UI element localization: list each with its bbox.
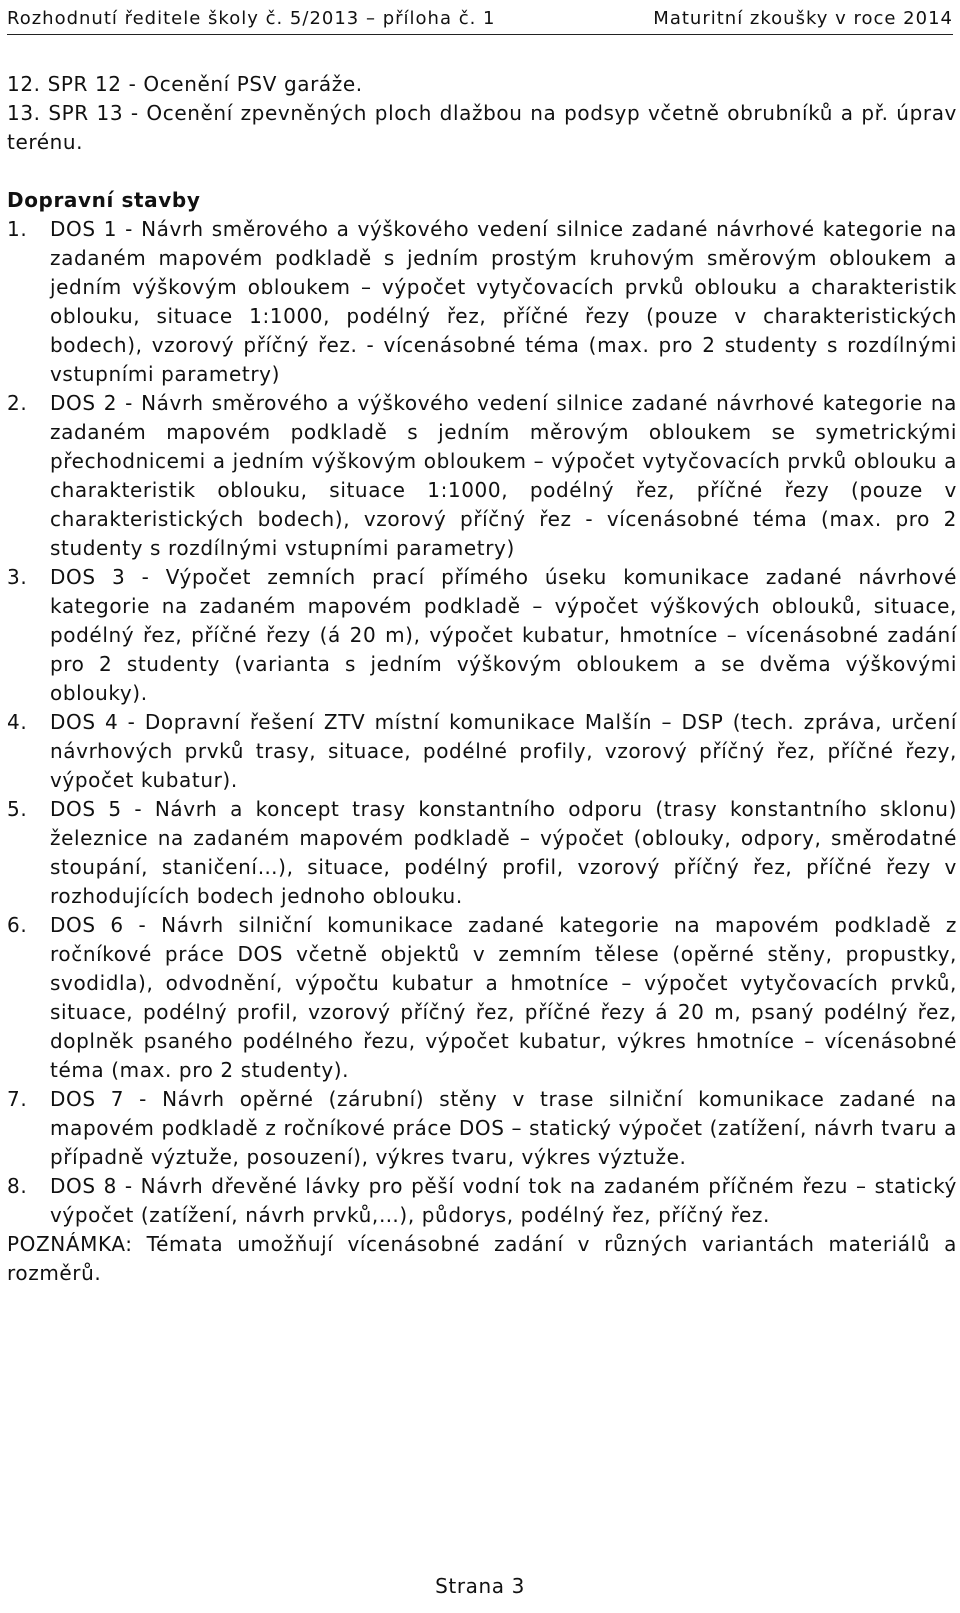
item-text: DOS 4 - Dopravní řešení ZTV místní komunikace Malšín – DSP (tech. zpráva, určení návrhových prvků trasy, situace, podélné profily, vzorový příčný řez, příčné řezy, výpočet kubatur). — [50, 710, 957, 792]
item-number: 1. — [7, 217, 28, 241]
item-text: DOS 8 - Návrh dřevěné lávky pro pěší vodní tok na zadaném příčném řezu – statický výpočet (zatížení, návrh prvků,…), půdorys, podélný řez, příčný řez. — [50, 1174, 957, 1227]
page-header — [7, 4, 953, 35]
item-text: DOS 6 - Návrh silniční komunikace zadané kategorie na mapovém podkladě z ročníkové práce DOS včetně objektů v zemním tělese (opěrné stěny, propustky, svodidla), odvodnění, výpočtu kubatur a hmotníce – výpočet vytyčovacích prvků, situace, podélný profil, vzorový příčný řez, příčné řezy á 20 m, psaný podélný řez, doplněk psaného podélného řezu, výpočet kubatur, výkres hmotníce – vícenásobné téma (max. pro 2 studenty). — [50, 913, 957, 1082]
list-item — [7, 563, 957, 708]
list-item — [7, 389, 957, 563]
item-text: DOS 7 - Návrh opěrné (zárubní) stěny v trase silniční komunikace zadané na mapovém podkladě z ročníkové práce DOS – statický výpočet (zatížení, návrh tvaru a případně výztuže, posouzení), výkres tvaru, výkres výztuže. — [50, 1087, 957, 1169]
document-body — [7, 70, 957, 1288]
list-item: 12. SPR 12 - Ocenění PSV garáže. — [7, 72, 363, 96]
item-number: 7. — [7, 1087, 28, 1111]
list-item: 13. SPR 13 - Ocenění zpevněných ploch dlažbou na podsyp včetně obrubníků a př. úprav terénu. — [7, 101, 957, 154]
item-number: 6. — [7, 913, 28, 937]
item-text: DOS 3 - Výpočet zemních prací přímého úseku komunikace zadané návrhové kategorie na zadaném mapovém podkladě – výpočet výškových oblouků, situace, podélný řez, příčné řezy (á 20 m), výpočet kubatur, hmotníce – vícenásobné zadání pro 2 studenty (varianta s jedním výškovým obloukem a se dvěma výškovými oblouky). — [50, 565, 957, 705]
section-title: Dopravní stavby — [7, 188, 201, 212]
list-item — [7, 708, 957, 795]
item-text: DOS 1 - Návrh směrového a výškového vedení silnice zadané návrhové kategorie na zadaném mapovém podkladě s jedním prostým kruhovým směrovým obloukem a jedním výškovým obloukem – výpočet vytyčovacích prvků oblouku a charakteristik oblouku, situace 1:1000, podélný řez, příčné řezy (pouze v charakteristických bodech), vzorový příčný řez. - vícenásobné téma (max. pro 2 studenty s rozdílnými vstupními parametry) — [50, 217, 957, 386]
item-number: 4. — [7, 710, 28, 734]
list-item — [7, 215, 957, 389]
item-number: 3. — [7, 565, 28, 589]
page-number: Strana 3 — [435, 1574, 525, 1598]
list-item — [7, 1172, 957, 1230]
item-text: DOS 5 - Návrh a koncept trasy konstantního odporu (trasy konstantního sklonu) železnice na zadaném mapovém podkladě – výpočet (oblouky, odpory, směrodatné stoupání, staničení…), situace, podélný profil, vzorový příčný řez, příčné řezy v rozhodujících bodech jednoho oblouku. — [50, 797, 957, 908]
header-left-text: Rozhodnutí ředitele školy č. 5/2013 – příloha č. 1 — [7, 8, 496, 29]
item-text: DOS 2 - Návrh směrového a výškového vedení silnice zadané návrhové kategorie na zadaném mapovém podkladě s jedním měrovým obloukem se symetrickými přechodnicemi a jedním výškovým obloukem – výpočet vytyčovacích prvků oblouku a charakteristik oblouku, situace 1:1000, podélný řez, příčné řezy (pouze v charakteristických bodech), vzorový příčný řez - vícenásobné téma (max. pro 2 studenty s rozdílnými vstupními parametry) — [50, 391, 957, 560]
item-number: 8. — [7, 1174, 28, 1198]
header-right-text: Maturitní zkoušky v roce 2014 — [653, 8, 953, 29]
list-item — [7, 911, 957, 1085]
list-item — [7, 795, 957, 911]
list-item — [7, 1085, 957, 1172]
item-number: 2. — [7, 391, 28, 415]
item-number: 5. — [7, 797, 28, 821]
note-paragraph: POZNÁMKA: Témata umožňují vícenásobné zadání v různých variantách materiálů a rozměrů. — [7, 1232, 957, 1285]
